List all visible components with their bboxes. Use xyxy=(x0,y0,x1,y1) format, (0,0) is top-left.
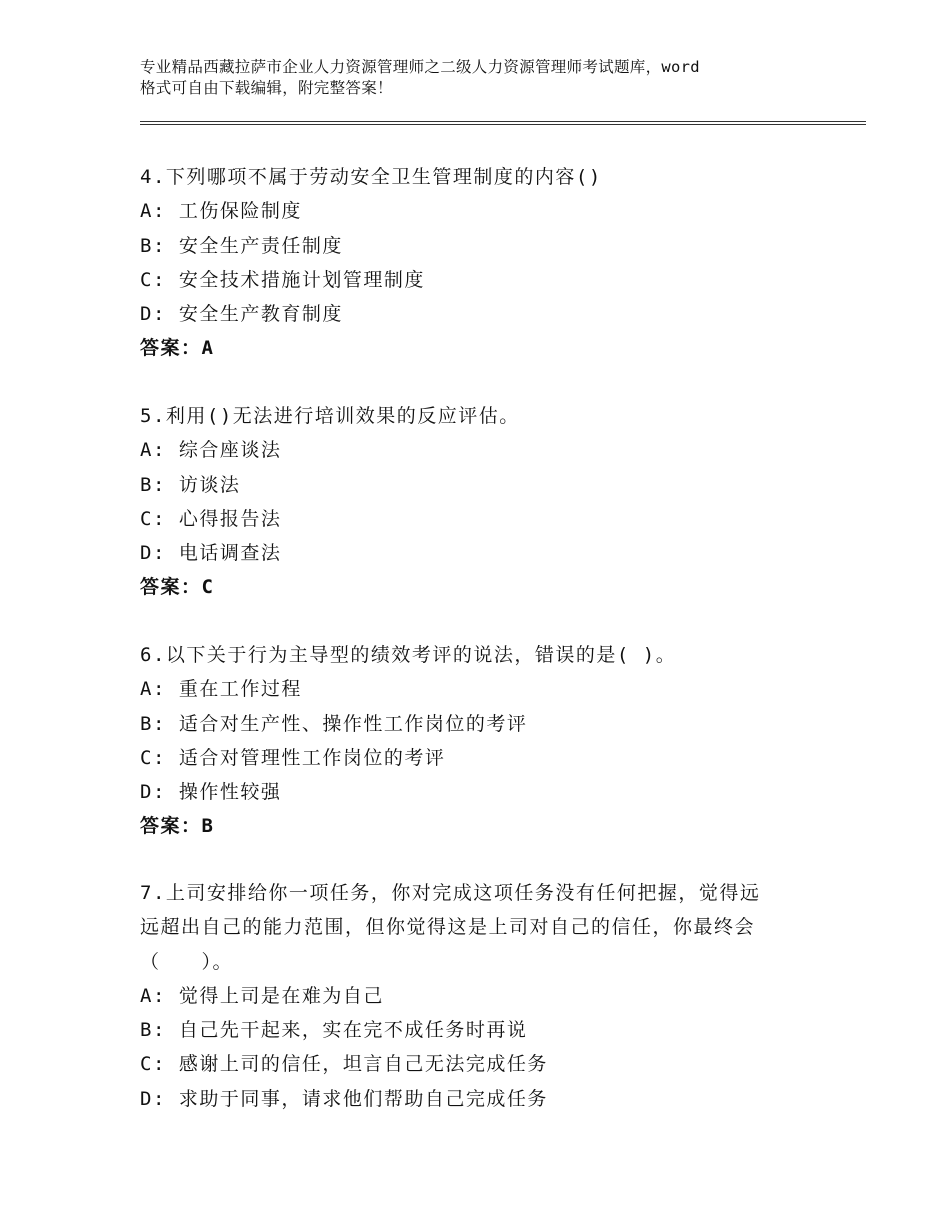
question-stem: 6.以下关于行为主导型的绩效考评的说法，错误的是( )。 xyxy=(140,644,677,666)
question-stem-line-2: 远超出自己的能力范围，但你觉得这是上司对自己的信任，你最终会 xyxy=(140,916,756,939)
option-c: C: 心得报告法 xyxy=(140,507,282,530)
header-divider-top xyxy=(140,121,866,122)
option-d: D: 操作性较强 xyxy=(140,781,282,804)
question-stem-line-1: 7.上司安排给你一项任务，你对完成这项任务没有任何把握，觉得远 xyxy=(140,882,761,904)
option-c: C: 感谢上司的信任，坦言自己无法完成任务 xyxy=(140,1053,548,1076)
question-stem: 5.利用()无法进行培训效果的反应评估。 xyxy=(140,405,520,427)
answer: 答案：B xyxy=(140,815,215,838)
option-d: D: 安全生产教育制度 xyxy=(140,303,343,326)
header-line-2: 格式可自由下载编辑，附完整答案！ xyxy=(140,79,393,97)
document-header xyxy=(140,57,830,99)
option-a: A: 重在工作过程 xyxy=(140,678,302,701)
question-stem-line-3: （ ）。 xyxy=(140,950,234,973)
option-d: D: 电话调查法 xyxy=(140,542,282,565)
option-b: B: 适合对生产性、操作性工作岗位的考评 xyxy=(140,712,528,735)
question-stem: 4.下列哪项不属于劳动安全卫生管理制度的内容() xyxy=(140,166,602,188)
header-divider-bottom xyxy=(140,124,866,125)
option-a: A: 工伤保险制度 xyxy=(140,200,302,223)
option-b: B: 安全生产责任制度 xyxy=(140,234,343,257)
option-a: A: 综合座谈法 xyxy=(140,439,282,462)
option-a: A: 觉得上司是在难为自己 xyxy=(140,984,384,1007)
question-6 xyxy=(140,638,820,844)
option-b: B: 访谈法 xyxy=(140,473,241,496)
option-d: D: 求助于同事，请求他们帮助自己完成任务 xyxy=(140,1087,548,1110)
answer: 答案：A xyxy=(140,337,215,360)
option-c: C: 安全技术措施计划管理制度 xyxy=(140,268,425,291)
header-line-1: 专业精品西藏拉萨市企业人力资源管理师之二级人力资源管理师考试题库，word xyxy=(140,58,700,76)
option-b: B: 自己先干起来，实在完不成任务时再说 xyxy=(140,1019,528,1042)
question-5 xyxy=(140,399,820,605)
answer: 答案：C xyxy=(140,576,215,599)
question-7 xyxy=(140,876,820,1116)
question-4 xyxy=(140,160,820,366)
option-c: C: 适合对管理性工作岗位的考评 xyxy=(140,746,446,769)
